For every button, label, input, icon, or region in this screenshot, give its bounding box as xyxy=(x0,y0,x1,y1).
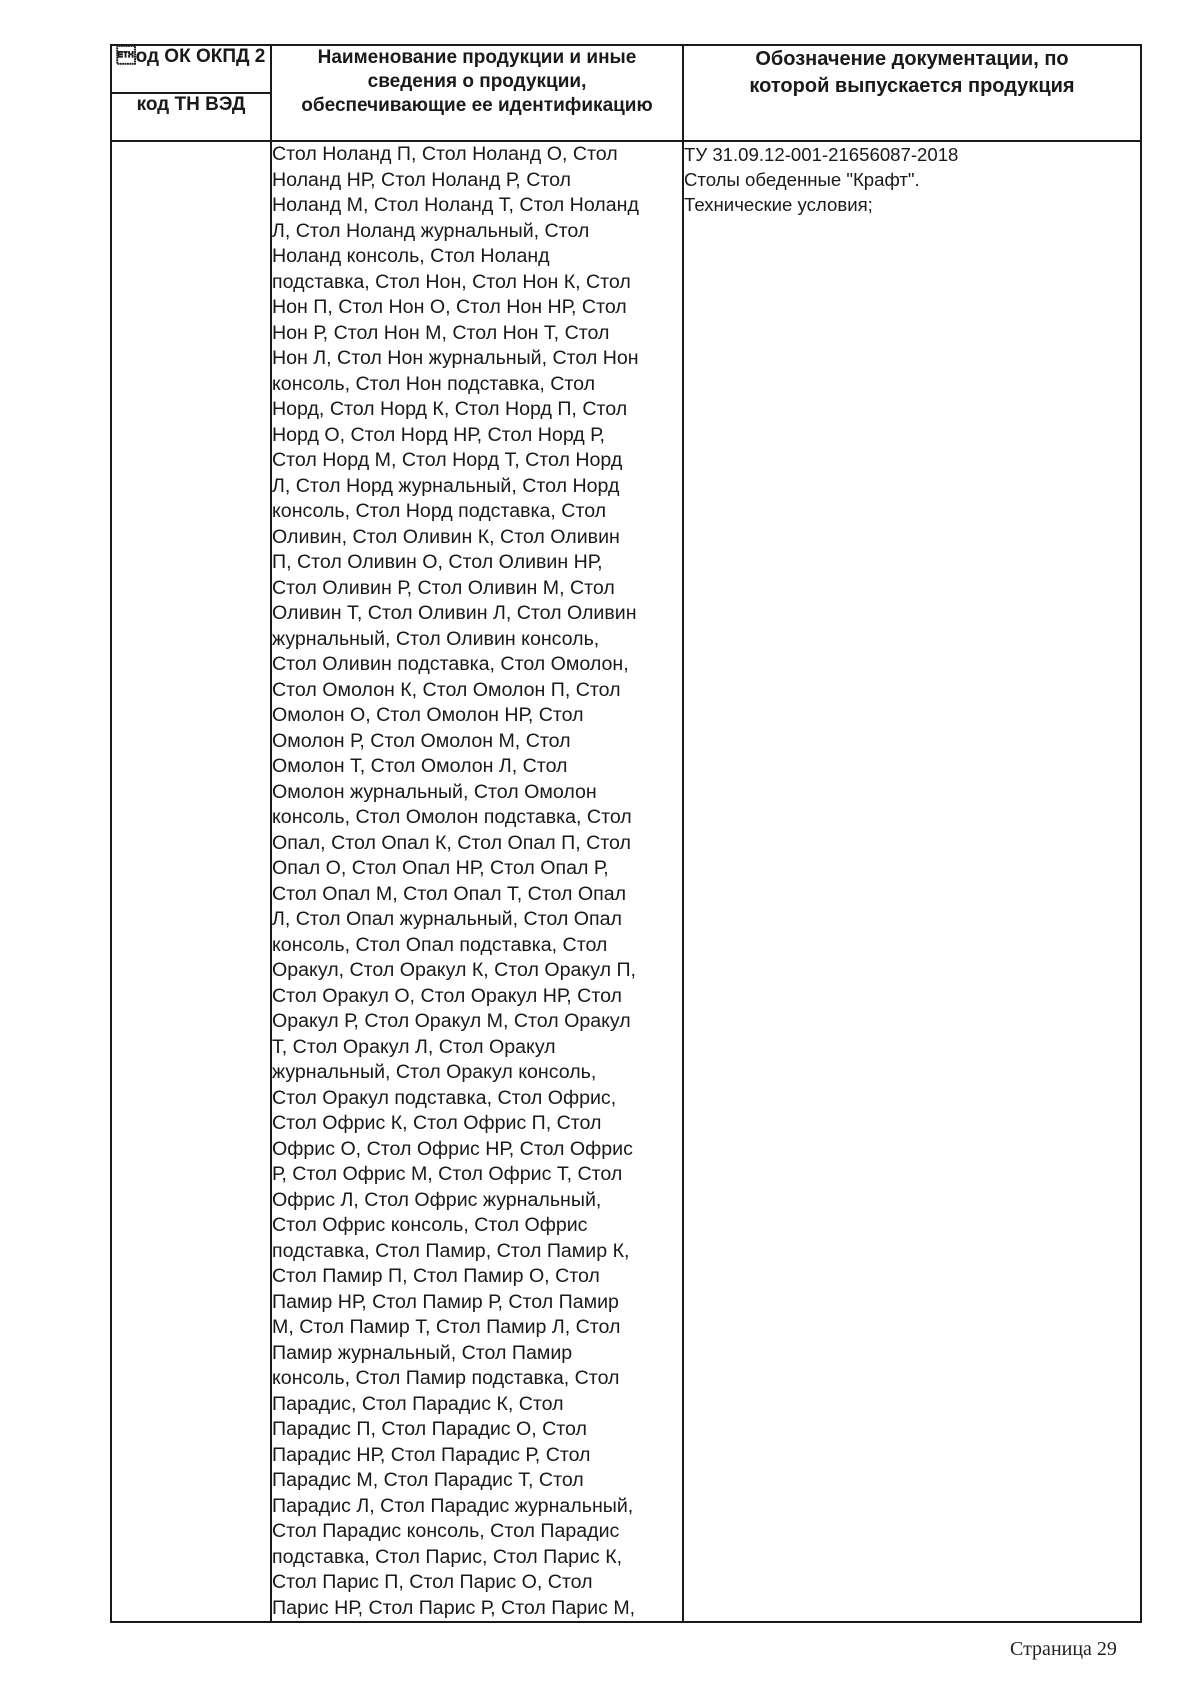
header-okpd-code xyxy=(111,45,271,93)
product-name-line: Оливин, Стол Оливин К, Стол Оливин xyxy=(272,525,620,548)
product-name-line: Парадис НР, Стол Парадис Р, Стол xyxy=(272,1443,591,1466)
product-name-line: Стол Парис П, Стол Парис О, Стол xyxy=(272,1571,593,1593)
product-name-line: Нон Р, Стол Нон М, Стол Нон Т, Стол xyxy=(272,321,610,344)
product-name-line: Опал О, Стол Опал НР, Стол Опал Р, xyxy=(272,857,609,879)
product-name-line: журнальный, Стол Оливин консоль, xyxy=(272,627,600,650)
product-name-line: Стол Омолон К, Стол Омолон П, Стол xyxy=(272,678,621,701)
product-name-line: консоль, Стол Нон подставка, Стол xyxy=(272,372,596,395)
product-name-line: М, Стол Памир Т, Стол Памир Л, Стол xyxy=(272,1316,621,1338)
product-name-line: консоль, Стол Норд подставка, Стол xyxy=(272,500,607,522)
documentation-line: Столы обеденные "Крафт". xyxy=(684,169,920,190)
product-name-line: Стол Оливин Р, Стол Оливин М, Стол xyxy=(272,576,615,599)
product-name-line: Оракул, Стол Оракул К, Стол Оракул П, xyxy=(272,959,636,981)
header-product-name-line: Наименование продукции и иные xyxy=(317,47,637,68)
documentation-cell xyxy=(683,141,1141,1622)
product-name-line: Стол Опал М, Стол Опал Т, Стол Опал xyxy=(272,882,627,905)
product-name-line: Омолон Р, Стол Омолон М, Стол xyxy=(272,729,571,752)
table-row xyxy=(111,141,1141,1622)
code-cell xyxy=(111,141,271,1622)
page-number: Страница 29 xyxy=(1010,1638,1117,1660)
product-name-line: Стол Оракул подставка, Стол Офрис, xyxy=(272,1086,617,1109)
product-name-line: Р, Стол Офрис М, Стол Офрис Т, Стол xyxy=(272,1163,623,1185)
product-name-line: подставка, Стол Памир, Стол Памир К, xyxy=(272,1239,630,1262)
header-tnved-code-label: код ТН ВЭД xyxy=(136,94,246,115)
product-name-line: Парадис П, Стол Парадис О, Стол xyxy=(272,1418,587,1440)
product-name-line: Л, Стол Ноланд журнальный, Стол xyxy=(272,219,590,242)
product-name-line: консоль, Стол Омолон подставка, Стол xyxy=(272,806,632,828)
product-name-line: Омолон Т, Стол Омолон Л, Стол xyxy=(272,755,568,777)
product-name-line: Стол Ноланд П, Стол Ноланд О, Стол xyxy=(272,143,618,165)
documentation-line: ТУ 31.09.12-001-21656087-2018 xyxy=(684,144,959,165)
product-name-line: Памир журнальный, Стол Памир xyxy=(272,1341,573,1364)
header-row-1 xyxy=(111,45,1141,93)
header-product-name-line: обеспечивающие ее идентификацию xyxy=(301,95,653,116)
product-name-line: Ноланд НР, Стол Ноланд Р, Стол xyxy=(272,168,571,191)
product-table xyxy=(110,44,1142,1623)
product-name-line: подставка, Стол Нон, Стол Нон К, Стол xyxy=(272,270,631,293)
header-documentation-line: которой выпускается продукция xyxy=(749,75,1075,97)
product-name-line: Офрис О, Стол Офрис НР, Стол Офрис xyxy=(272,1137,633,1160)
product-name-line: Памир НР, Стол Памир Р, Стол Памир xyxy=(272,1290,619,1313)
product-name-line: Л, Стол Норд журнальный, Стол Норд xyxy=(272,474,620,497)
product-name-line: Омолон журнальный, Стол Омолон xyxy=(272,780,597,803)
product-name-line: Норд, Стол Норд К, Стол Норд П, Стол xyxy=(272,398,628,420)
product-name-line: Стол Оливин подставка, Стол Омолон, xyxy=(272,653,629,675)
product-name-line: Нон Л, Стол Нон журнальный, Стол Нон xyxy=(272,347,639,369)
header-tnved-code xyxy=(111,93,271,141)
product-name-line: Стол Норд М, Стол Норд Т, Стол Норд xyxy=(272,449,623,471)
product-name-line: Парадис М, Стол Парадис Т, Стол xyxy=(272,1469,584,1491)
product-name-line: Офрис Л, Стол Офрис журнальный, xyxy=(272,1188,602,1211)
product-name-line: Ноланд консоль, Стол Ноланд xyxy=(272,245,550,267)
product-name-line: Стол Оракул О, Стол Оракул НР, Стол xyxy=(272,984,622,1007)
product-name-line: Оракул Р, Стол Оракул М, Стол Оракул xyxy=(272,1010,631,1032)
product-name-line: Т, Стол Оракул Л, Стол Оракул xyxy=(272,1035,556,1058)
product-name-line: Ноланд М, Стол Ноланд Т, Стол Ноланд xyxy=(272,194,639,216)
product-name-line: журнальный, Стол Оракул консоль, xyxy=(272,1061,597,1083)
product-name-line: Парадис Л, Стол Парадис журнальный, xyxy=(272,1494,634,1517)
documentation-line: Технические условия; xyxy=(684,194,873,215)
header-documentation xyxy=(683,45,1141,141)
header-product-name-line: сведения о продукции, xyxy=(367,71,587,92)
product-name-line: Оливин Т, Стол Оливин Л, Стол Оливин xyxy=(272,602,637,624)
header-documentation-line: Обозначение документации, по xyxy=(755,48,1069,70)
product-name-line: Стол Офрис консоль, Стол Офрис xyxy=(272,1214,588,1236)
product-name-cell xyxy=(271,141,683,1622)
product-name-line: консоль, Стол Опал подставка, Стол xyxy=(272,933,608,956)
product-name-line: Стол Парадис консоль, Стол Парадис xyxy=(272,1520,620,1542)
product-name-line: Опал, Стол Опал К, Стол Опал П, Стол xyxy=(272,831,631,854)
product-name-line: Стол Памир П, Стол Памир О, Стол xyxy=(272,1265,600,1287)
product-name-line: Л, Стол Опал журнальный, Стол Опал xyxy=(272,908,622,930)
product-name-line: Омолон О, Стол Омолон НР, Стол xyxy=(272,704,584,726)
product-name-line: Парадис, Стол Парадис К, Стол xyxy=(272,1392,564,1415)
certificate-annex-sheet xyxy=(110,44,1140,1625)
header-product-name xyxy=(271,45,683,141)
header-okpd-code-label: од ОК ОКПД 2 xyxy=(116,46,266,67)
product-name-line: Стол Офрис К, Стол Офрис П, Стол xyxy=(272,1112,602,1134)
product-name-line: консоль, Стол Памир подставка, Стол xyxy=(272,1367,620,1389)
product-name-line: Нон П, Стол Нон О, Стол Нон НР, Стол xyxy=(272,296,627,318)
product-name-line: Парис НР, Стол Парис Р, Стол Парис М, xyxy=(272,1596,636,1619)
product-name-text xyxy=(272,142,682,1621)
product-name-line: П, Стол Оливин О, Стол Оливин НР, xyxy=(272,551,603,573)
product-name-line: Норд О, Стол Норд НР, Стол Норд Р, xyxy=(272,423,605,446)
product-name-line: подставка, Стол Парис, Стол Парис К, xyxy=(272,1545,623,1568)
